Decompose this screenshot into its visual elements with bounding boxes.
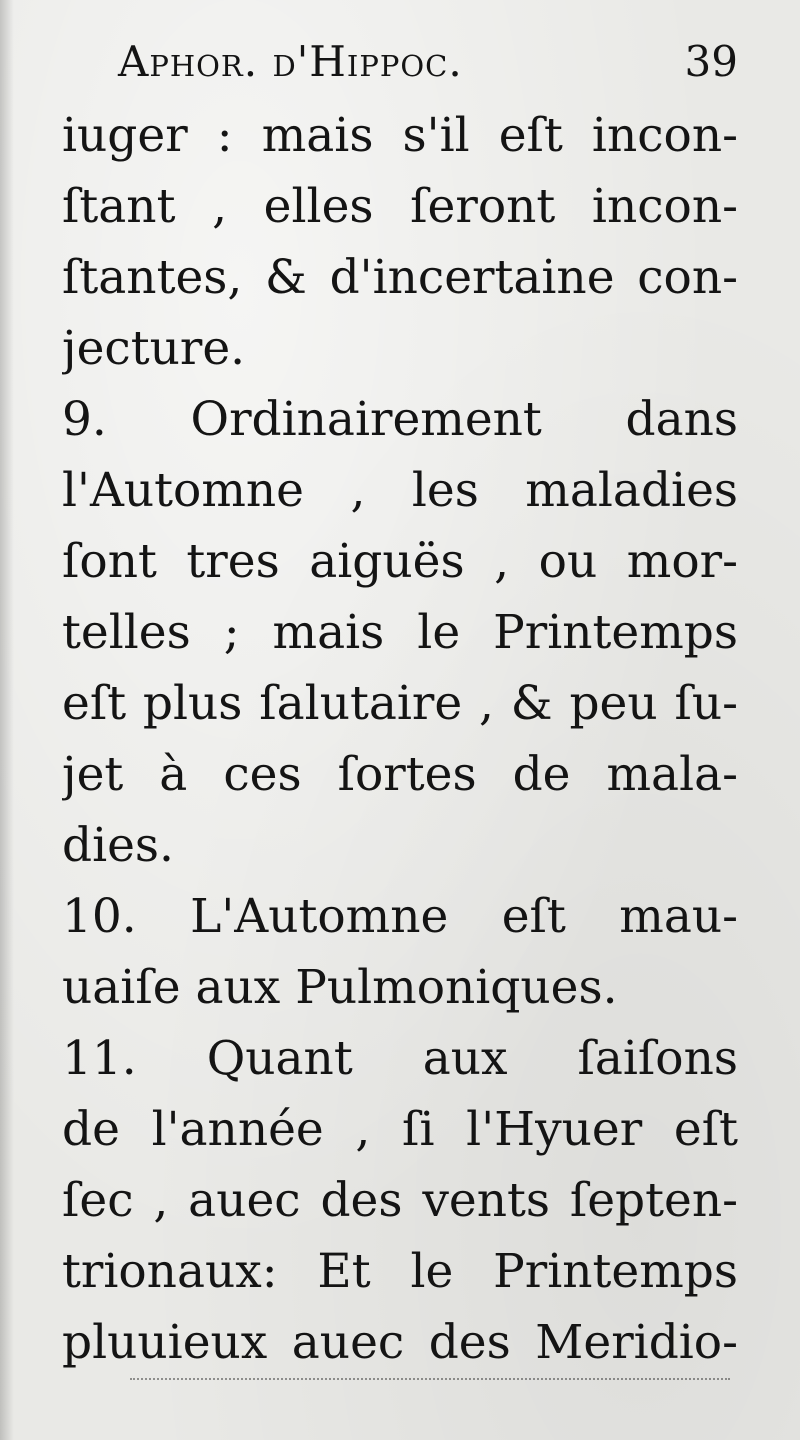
page-bottom-bleed (130, 1378, 730, 1388)
text-line: de l'année , ſi l'Hyuer eſt (62, 1102, 738, 1157)
text-line: dies. (62, 818, 174, 873)
text-line: trionaux: Et le Printemps (62, 1244, 738, 1299)
aphorism-9-start: 9. Ordinairement dans (62, 392, 738, 447)
body-text (62, 100, 738, 1378)
page-header (118, 34, 738, 104)
spine-shadow (0, 0, 14, 1440)
aphorism-10-start: 10. L'Automne eſt mau- (62, 889, 738, 944)
text-line: ſtant , elles ſeront incon- (62, 179, 738, 234)
text-line: jecture. (62, 321, 246, 376)
text-line: pluuieux auec des Meridio- (62, 1315, 738, 1370)
text-line: eſt plus ſalutaire , & peu ſu- (62, 676, 738, 731)
text-line: ſtantes, & d'incertaine con- (62, 250, 738, 305)
text-line: uaiſe aux Pulmoniques. (62, 960, 618, 1015)
page-number: 39 (684, 37, 738, 86)
text-line: l'Automne , les maladies (62, 463, 738, 518)
aphorism-11-start: 11. Quant aux ſaiſons (62, 1031, 738, 1086)
running-title: Aphor. d'Hippoc. (118, 37, 463, 86)
text-line: ſec , auec des vents ſepten- (62, 1173, 738, 1228)
text-line: ſont tres aiguës , ou mor- (62, 534, 738, 589)
text-line: jet à ces ſortes de mala- (62, 747, 738, 802)
text-line: telles ; mais le Printemps (62, 605, 738, 660)
text-line: iuger : mais s'il eſt incon- (62, 108, 738, 163)
